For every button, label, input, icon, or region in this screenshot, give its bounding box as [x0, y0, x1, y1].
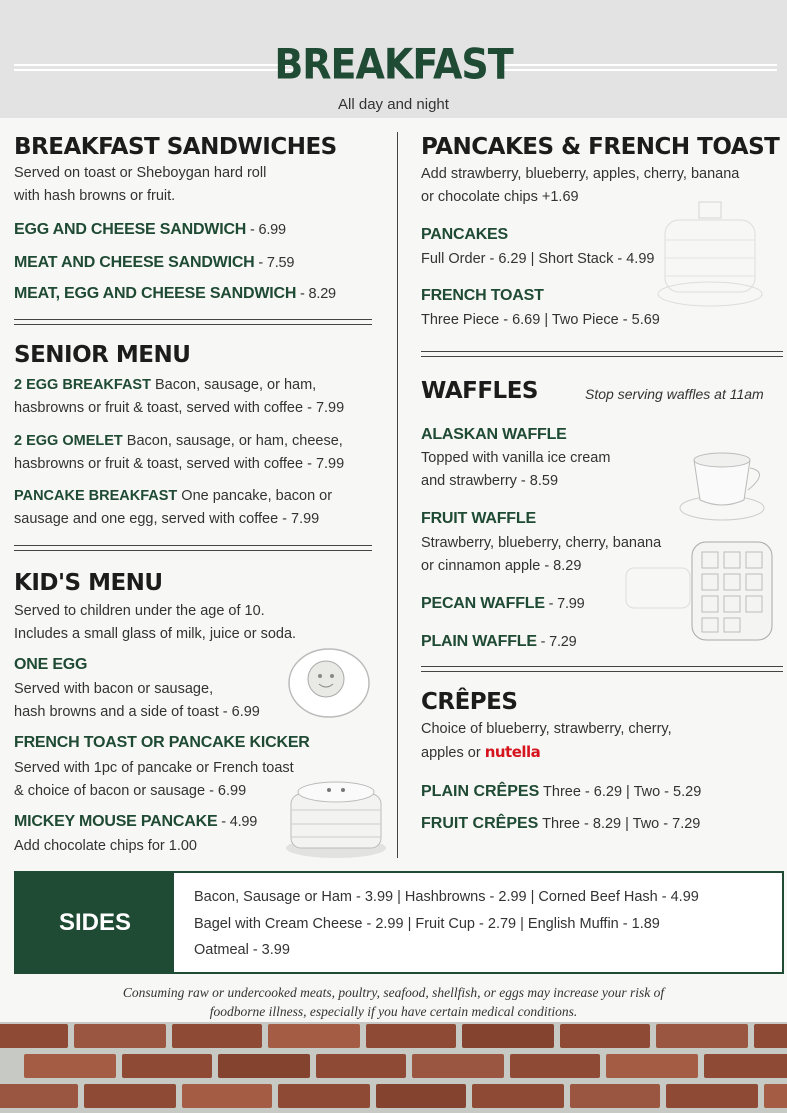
section-divider [421, 666, 783, 672]
item-desc-line: & choice of bacon or sausage - 6.99 [14, 783, 247, 799]
pancakes-desc-2: or chocolate chips +1.69 [421, 189, 579, 205]
menu-item [14, 221, 286, 239]
coffee-cup-illustration [678, 446, 774, 526]
brick [278, 1084, 370, 1108]
brick [376, 1084, 466, 1108]
menu-item [421, 812, 700, 836]
item-desc-line: and strawberry - 8.59 [421, 473, 559, 489]
menu-item [14, 285, 336, 303]
menu-item [14, 485, 332, 508]
item-name: PECAN WAFFLE [421, 595, 545, 612]
pancakes-heading: PANCAKES & FRENCH TOAST [421, 134, 780, 160]
brick [0, 1024, 68, 1048]
crepes-desc-1: Choice of blueberry, strawberry, cherry, [421, 721, 672, 737]
item-name: MEAT AND CHEESE SANDWICH [14, 254, 255, 271]
page-subtitle: All day and night [338, 96, 449, 113]
item-price: Three - 6.29 | Two - 5.29 [539, 784, 702, 800]
item-name: ALASKAN WAFFLE [421, 426, 567, 443]
brick [172, 1024, 262, 1048]
item-desc-line: hash browns and a side of toast - 6.99 [14, 704, 260, 720]
item-price: - 7.29 [536, 634, 577, 650]
kids-desc-1: Served to children under the age of 10. [14, 603, 265, 619]
sandwiches-heading: BREAKFAST SANDWICHES [14, 134, 337, 160]
brick [764, 1084, 787, 1108]
item-name: 2 EGG BREAKFAST [14, 377, 151, 393]
brick [606, 1054, 698, 1078]
brick [218, 1054, 310, 1078]
sides-line-2: Bagel with Cream Cheese - 2.99 | Fruit Cup - 2.79 | English Muffin - 1.89 [194, 916, 660, 932]
item-name: FRUIT CRÊPES [421, 815, 539, 832]
item-price: - 8.29 [296, 286, 336, 302]
kids-desc-2: Includes a small glass of milk, juice or soda. [14, 626, 297, 642]
item-desc-line: Served with 1pc of pancake or French toast [14, 760, 294, 776]
fried-egg-illustration [286, 645, 372, 723]
item-name: MICKEY MOUSE PANCAKE [14, 813, 218, 830]
pancakes-desc-1: Add strawberry, blueberry, apples, cherry, banana [421, 166, 740, 182]
brick [84, 1084, 176, 1108]
brick [0, 1084, 78, 1108]
sandwiches-desc-2: with hash browns or fruit. [14, 188, 176, 204]
item-name: PLAIN CRÊPES [421, 783, 540, 800]
brick [74, 1024, 166, 1048]
column-divider [397, 132, 398, 858]
item-prices: Three Piece - 6.69 | Two Piece - 5.69 [421, 312, 660, 328]
item-price: - 4.99 [217, 814, 258, 830]
brick [268, 1024, 360, 1048]
item-name: ONE EGG [14, 656, 88, 673]
item-prices: Full Order - 6.29 | Short Stack - 4.99 [421, 251, 655, 267]
brick [182, 1084, 272, 1108]
item-desc: Bacon, sausage, or ham, cheese, [122, 433, 343, 449]
item-desc-line: sausage and one egg, served with coffee - 7.99 [14, 511, 320, 527]
kids-heading: KID'S MENU [14, 570, 163, 596]
item-desc-line: Served with bacon or sausage, [14, 681, 214, 697]
crepes-heading: CRÊPES [421, 689, 518, 715]
menu-item [14, 254, 294, 272]
brick [472, 1084, 564, 1108]
brick [24, 1054, 116, 1078]
pancake-plate-illustration [655, 198, 765, 310]
item-name: FRENCH TOAST [421, 287, 544, 304]
nutella-logo: nutella [484, 743, 541, 761]
menu-item [421, 780, 701, 804]
disclaimer-line-1: Consuming raw or undercooked meats, poultry, seafood, shellfish, or eggs may increase your risk of [122, 985, 665, 1000]
item-name: FRENCH TOAST OR PANCAKE KICKER [14, 734, 310, 751]
item-name: EGG AND CHEESE SANDWICH [14, 221, 247, 238]
senior-heading: SENIOR MENU [14, 342, 191, 368]
sides-line-1: Bacon, Sausage or Ham - 3.99 | Hashbrowns - 2.99 | Corned Beef Hash - 4.99 [194, 889, 699, 905]
brick [462, 1024, 554, 1048]
brick [570, 1084, 660, 1108]
waffles-note: Stop serving waffles at 11am [585, 386, 764, 402]
menu-item [14, 374, 316, 397]
item-desc-line: Strawberry, blueberry, cherry, banana [421, 535, 662, 551]
item-price: - 6.99 [246, 222, 286, 238]
section-divider [421, 351, 783, 357]
brick [316, 1054, 406, 1078]
menu-item [421, 633, 577, 651]
item-desc-line: hasbrowns or fruit & toast, served with coffee - 7.99 [14, 456, 345, 472]
menu-item [14, 430, 343, 453]
sandwiches-desc-1: Served on toast or Sheboygan hard roll [14, 165, 267, 181]
brick [366, 1024, 456, 1048]
item-name: PANCAKE BREAKFAST [14, 488, 178, 504]
item-price: Three - 8.29 | Two - 7.29 [538, 816, 701, 832]
section-divider [14, 319, 372, 325]
item-name: MEAT, EGG AND CHEESE SANDWICH [14, 285, 297, 302]
waffles-heading: WAFFLES [421, 378, 538, 404]
item-desc-line: Add chocolate chips for 1.00 [14, 838, 197, 854]
crepes-desc-2 [421, 741, 540, 765]
menu-item [421, 595, 585, 613]
brick [656, 1024, 748, 1048]
item-name: 2 EGG OMELET [14, 433, 123, 449]
brick [666, 1084, 758, 1108]
item-desc-line: or cinnamon apple - 8.29 [421, 558, 582, 574]
item-name: FRUIT WAFFLE [421, 510, 536, 527]
waffle-illustration [620, 530, 780, 650]
item-price: - 7.59 [254, 255, 295, 271]
brick [560, 1024, 650, 1048]
item-desc: Bacon, sausage, or ham, [150, 377, 317, 393]
crepes-desc-text: apples or [421, 745, 485, 761]
item-name: PLAIN WAFFLE [421, 633, 537, 650]
sides-box [14, 871, 784, 974]
page-title: BREAKFAST [274, 39, 513, 89]
brick [412, 1054, 504, 1078]
item-desc: One pancake, bacon or [177, 488, 333, 504]
sides-label: SIDES [16, 873, 174, 972]
brick [754, 1024, 787, 1048]
header-band [0, 0, 787, 118]
brick-wall-footer [0, 1022, 787, 1113]
item-name: PANCAKES [421, 226, 509, 243]
pancake-stack-illustration [283, 770, 389, 862]
item-desc-line: Topped with vanilla ice cream [421, 450, 611, 466]
sides-line-3: Oatmeal - 3.99 [194, 942, 290, 958]
menu-item [14, 813, 257, 831]
disclaimer-line-2: foodborne illness, especially if you have certain medical conditions. [209, 1004, 578, 1019]
item-desc-line: hasbrowns or fruit & toast, served with coffee - 7.99 [14, 400, 345, 416]
item-price: - 7.99 [544, 596, 585, 612]
section-divider [14, 545, 372, 551]
brick [704, 1054, 787, 1078]
brick [122, 1054, 212, 1078]
disclaimer [0, 983, 787, 1021]
brick [510, 1054, 600, 1078]
